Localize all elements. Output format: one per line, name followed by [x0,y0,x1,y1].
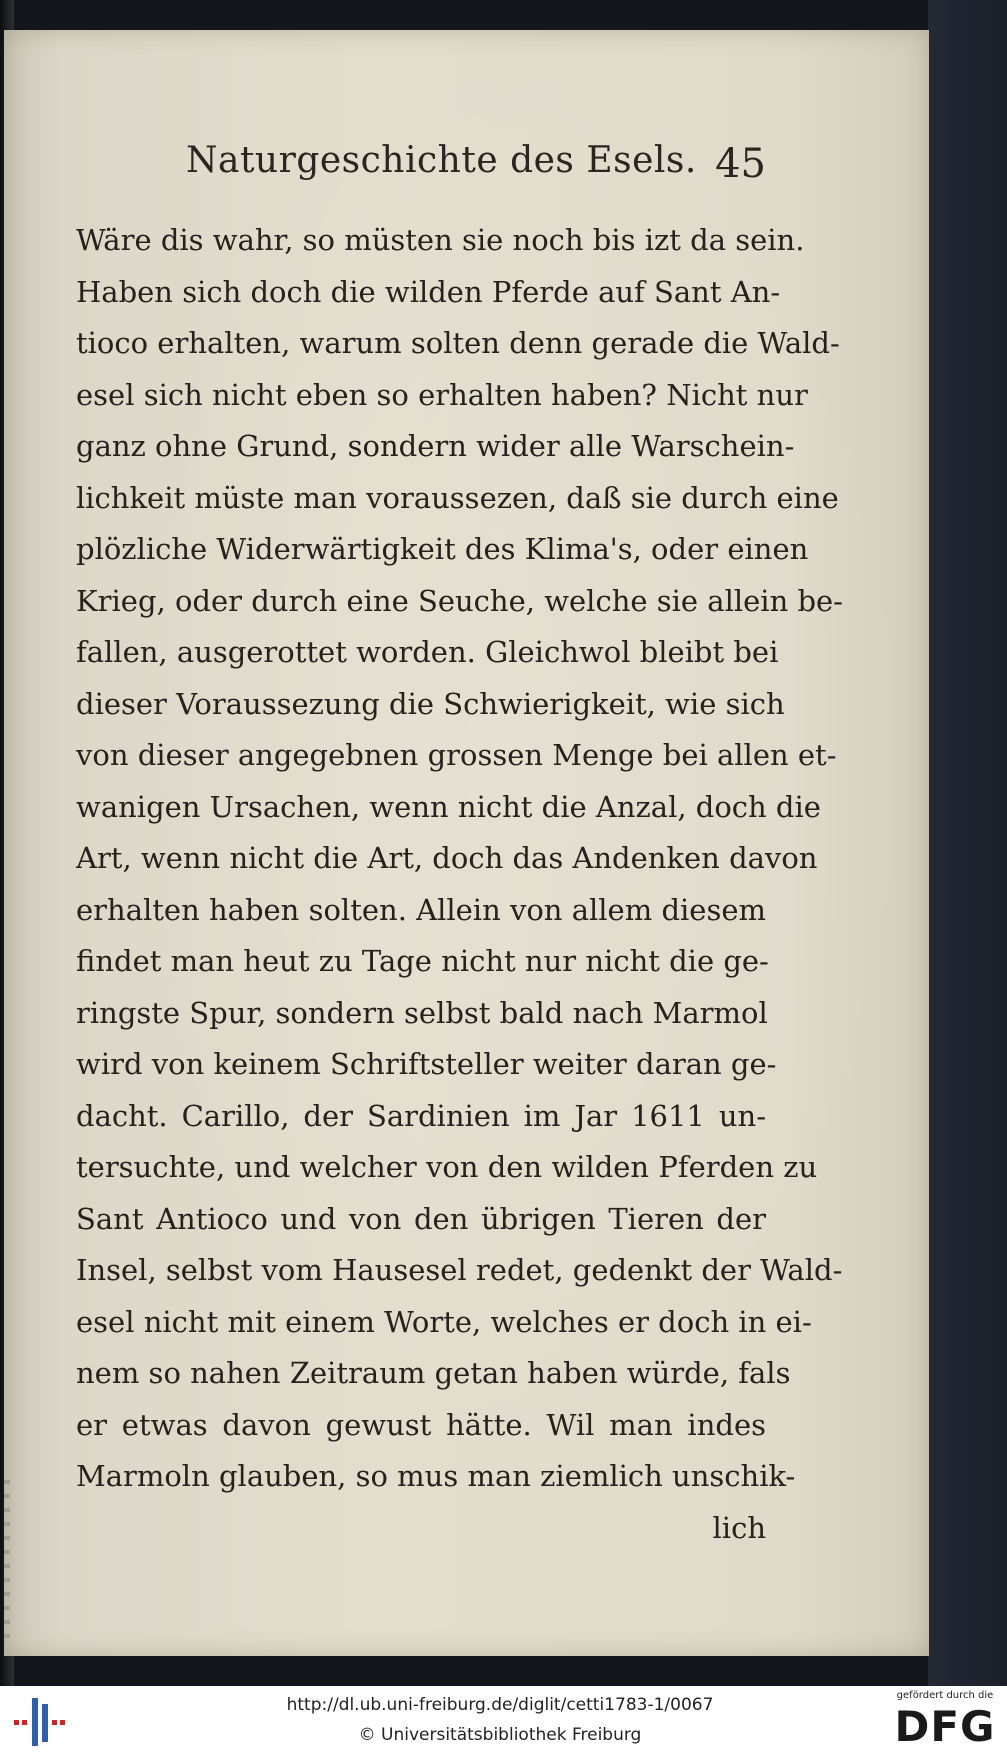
text-line: ganz ohne Grund, sondern wider alle Warschein- [76,429,795,463]
text-line: Sant Antioco und von den übrigen Tieren der [76,1201,766,1236]
text-line: Krieg, oder durch eine Seuche, welche sie allein be- [76,583,843,618]
copyright-notice: © Universitätsbibliothek Freiburg [358,1725,642,1745]
dfg-logo[interactable] [889,1690,1001,1754]
dfg-tagline: gefördert durch die [896,1690,994,1701]
ub-freiburg-logo-icon[interactable] [12,1696,66,1748]
text-line: dieser Voraussezung die Schwierigkeit, wie sich [76,686,785,721]
permalink-url[interactable]: http://dl.ub.uni-freiburg.de/diglit/cetti1783-1/0067 [286,1695,714,1715]
text-line: ringste Spur, sondern selbst bald nach Marmol [76,995,768,1030]
text-line: Wäre dis wahr, so müsten sie noch bis izt da sein. [76,223,805,257]
text-line: er etwas davon gewust hätte. Wil man indes [76,1407,766,1442]
text-line: tersuchte, und welcher von den wilden Pferden zu [76,1150,818,1184]
viewer-footer [0,1686,1007,1758]
book-cover-board [928,0,1007,1686]
margin-color-strip [4,1480,10,1640]
text-line: Insel, selbst vom Hausesel redet, gedenkt der Wald- [76,1253,843,1287]
text-line: von dieser angegebnen grossen Menge bei allen et- [76,738,837,772]
text-line: fallen, ausgerottet worden. Gleichwol bleibt bei [76,635,779,669]
catchword: lich [712,1510,766,1545]
text-line: plözliche Widerwärtigkeit des Klima's, oder einen [76,532,809,566]
page-content [76,135,843,1555]
text-line: esel nicht mit einem Worte, welches er doch in ei- [76,1304,812,1339]
page-header [76,135,766,195]
text-line: wanigen Ursachen, wenn nicht die Anzal, doch die [76,789,821,824]
text-line: findet man heut zu Tage nicht nur nicht die ge- [76,944,769,978]
page-number: 45 [715,141,766,187]
text-line: dacht. Carillo, der Sardinien im Jar 1611 un- [76,1098,766,1133]
text-line: Marmoln glauben, so mus man ziemlich unschik- [76,1459,796,1493]
text-line: esel sich nicht eben so erhalten haben? Nicht nur [76,377,808,412]
dfg-wordmark: DFG [894,1702,996,1751]
text-line: erhalten haben solten. Allein von allem diesem [76,892,766,927]
text-line: tioco erhalten, warum solten denn gerade die Wald- [76,326,840,360]
text-line: wird von keinem Schriftsteller weiter daran ge- [76,1047,777,1081]
book-page [4,30,929,1656]
body-text [76,215,843,1554]
text-line: Art, wenn nicht die Art, doch das Andenken davon [76,841,818,875]
text-line: lichkeit müste man voraussezen, daß sie durch eine [76,480,839,515]
text-line: nem so nahen Zeitraum getan haben würde, fals [76,1356,791,1390]
text-line: Haben sich doch die wilden Pferde auf Sant An- [76,274,781,309]
running-title: Naturgeschichte des Esels. [186,140,697,181]
